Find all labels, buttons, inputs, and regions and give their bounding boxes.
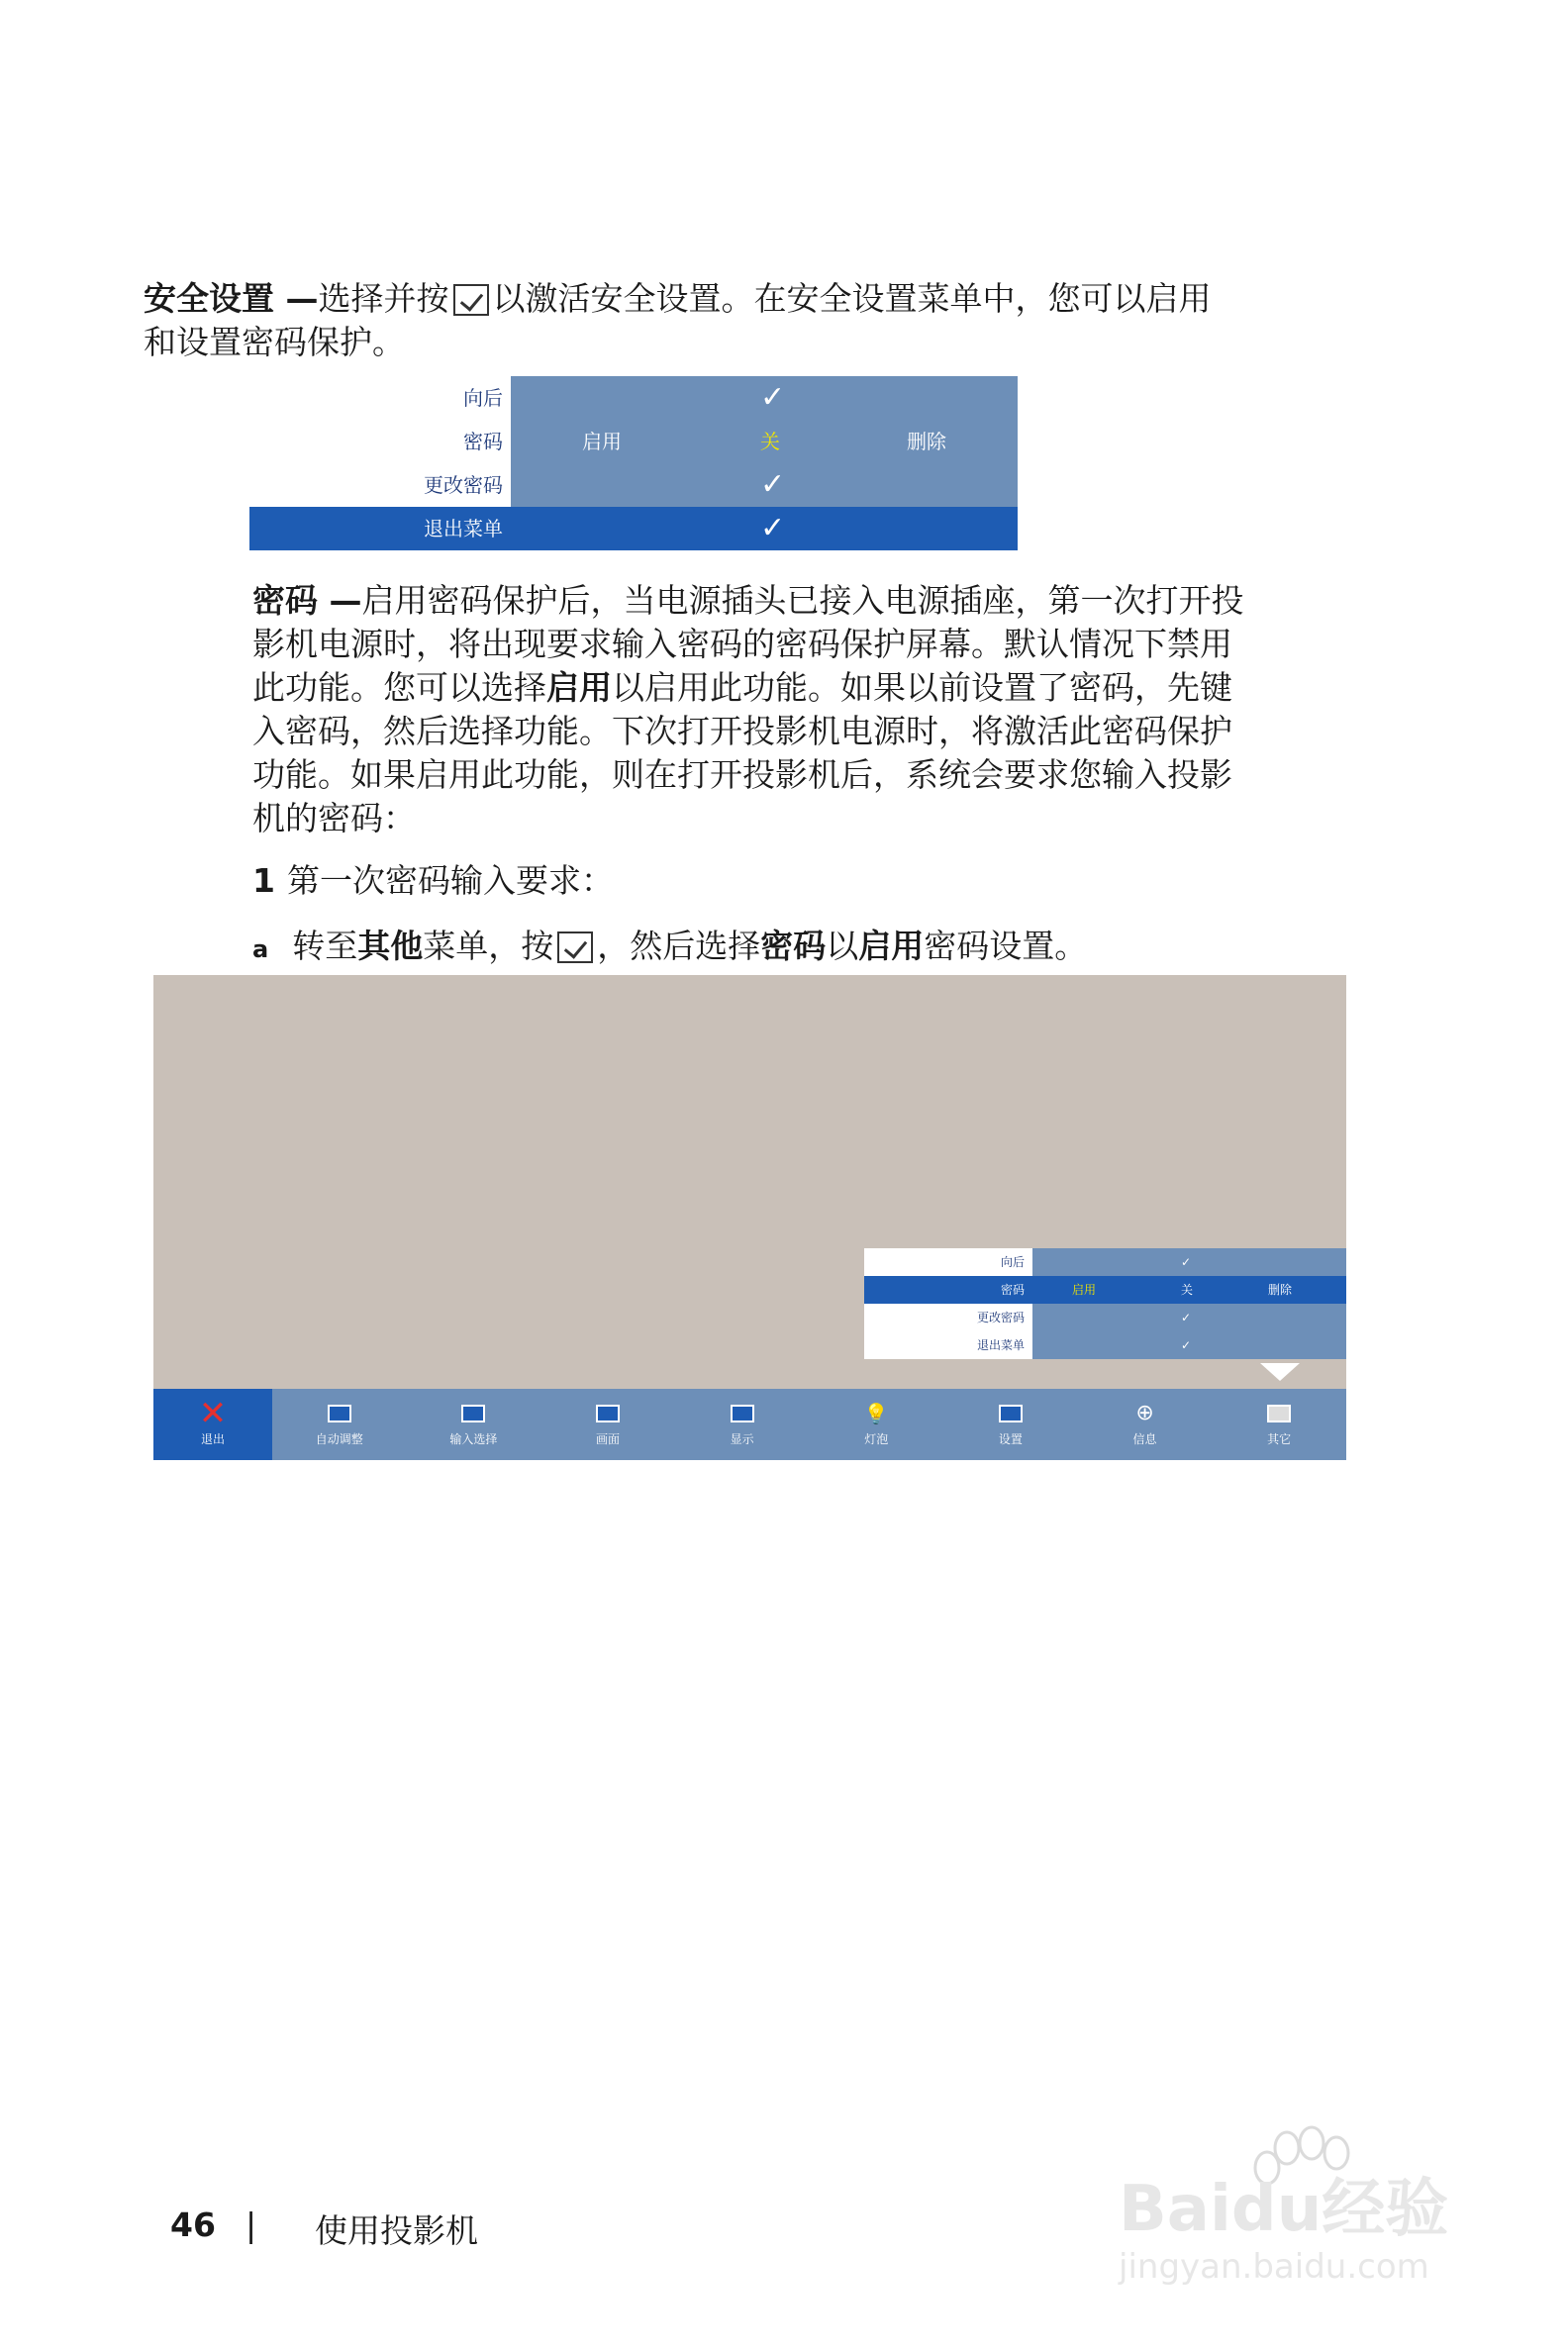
menu-label: 向后 (249, 376, 511, 420)
close-icon: ✕ (198, 1393, 228, 1433)
text: 影机电源时，将出现要求输入密码的密码保护屏幕。默认情况下禁用 (252, 625, 1232, 663)
security-settings-paragraph (144, 277, 1391, 364)
osd-row-exit[interactable] (864, 1331, 1346, 1359)
menu-label: 向后 (864, 1248, 1032, 1276)
check-icon: ✓ (760, 380, 786, 415)
step-number: 1 (252, 861, 275, 900)
text: 此功能。您可以选择 (252, 668, 546, 707)
footer-title: 使用投影机 (315, 2211, 478, 2250)
osd-screenshot (153, 975, 1346, 1460)
step-text: 第一次密码输入要求： (286, 861, 614, 900)
watermark-brand: Baidu经验 (1119, 2173, 1449, 2246)
term-password: 密码 — (252, 581, 362, 620)
text: 功能。如果启用此功能，则在打开投影机后，系统会要求您输入投影 (252, 755, 1232, 794)
menu-label: 退出菜单 (249, 507, 511, 550)
menu-label: 更改密码 (249, 463, 511, 507)
option-enable[interactable]: 启用 (582, 430, 622, 453)
bold-term: 其他 (357, 927, 424, 965)
option-off[interactable]: 关 (1181, 1283, 1194, 1297)
text: 以 (826, 927, 859, 965)
baidu-watermark (1099, 2118, 1475, 2297)
bar-label: 退出 (200, 1431, 225, 1446)
display-icon (731, 1405, 754, 1422)
bar-item-other[interactable] (1212, 1389, 1346, 1460)
bar-item-info[interactable] (1078, 1389, 1213, 1460)
setup-icon (999, 1405, 1023, 1422)
bar-label: 其它 (1267, 1431, 1292, 1446)
bold-term: 启用 (546, 668, 612, 707)
bar-label: 输入选择 (449, 1431, 498, 1446)
step-1 (252, 859, 614, 903)
menu-row-back[interactable] (249, 376, 1018, 420)
bar-item-auto-adjust[interactable] (272, 1389, 407, 1460)
osd-bottom-bar (153, 1389, 1346, 1460)
bar-item-picture[interactable] (540, 1389, 675, 1460)
watermark-url: jingyan.baidu.com (1119, 2247, 1429, 2287)
option-enable[interactable]: 启用 (1072, 1283, 1097, 1297)
bar-label: 灯泡 (864, 1431, 889, 1446)
osd-row-password[interactable] (864, 1276, 1346, 1304)
option-delete[interactable]: 删除 (907, 430, 946, 453)
security-menu (249, 376, 1018, 550)
bold-term: 密码 (760, 927, 827, 965)
text: 入密码，然后选择功能。下次打开投影机电源时，将激活此密码保护 (252, 712, 1232, 750)
check-icon: ✓ (760, 511, 786, 545)
lamp-icon: 💡 (863, 1401, 889, 1425)
menu-row-change-password[interactable] (249, 463, 1018, 507)
footer-separator: | (245, 2205, 257, 2244)
bar-label: 显示 (730, 1431, 754, 1446)
menu-label: 退出菜单 (864, 1331, 1032, 1359)
text: 转至 (292, 927, 358, 965)
text: 选择并按 (318, 279, 449, 318)
bar-item-input-select[interactable] (407, 1389, 541, 1460)
bar-item-display[interactable] (675, 1389, 810, 1460)
check-icon: ✓ (760, 467, 786, 502)
osd-security-menu (864, 1248, 1346, 1359)
text: 启用密码保护后，当电源插头已接入电源插座，第一次打开投 (361, 581, 1244, 620)
text: 以启用此功能。如果以前设置了密码，先键 (612, 668, 1232, 707)
text: 密码设置。 (924, 927, 1088, 965)
menu-label: 更改密码 (864, 1304, 1032, 1331)
check-icon: ✓ (1181, 1338, 1192, 1352)
page-number: 46 (170, 2205, 216, 2244)
osd-row-change-password[interactable] (864, 1304, 1346, 1331)
step-letter: a (252, 935, 269, 963)
menu-row-exit[interactable] (249, 507, 1018, 550)
step-a (252, 925, 1087, 971)
osd-row-back[interactable] (864, 1248, 1346, 1276)
bar-item-lamp[interactable] (810, 1389, 944, 1460)
text: 机的密码： (252, 799, 416, 837)
check-icon: ✓ (1181, 1311, 1192, 1324)
menu-label: 密码 (249, 420, 511, 463)
text: 菜单，按 (423, 927, 554, 965)
text: ，然后选择 (597, 927, 761, 965)
password-paragraph (252, 579, 1371, 840)
term-security-settings: 安全设置 — (144, 279, 319, 318)
bar-item-exit[interactable] (153, 1389, 272, 1460)
info-icon: ⊕ (1135, 1401, 1154, 1425)
option-delete[interactable]: 删除 (1268, 1283, 1293, 1297)
bar-item-setup[interactable] (943, 1389, 1078, 1460)
bar-label: 信息 (1132, 1431, 1157, 1446)
check-icon: ✓ (1181, 1255, 1192, 1269)
auto-adjust-icon (328, 1405, 351, 1422)
picture-icon (596, 1405, 620, 1422)
other-icon (1267, 1405, 1291, 1422)
bar-label: 自动调整 (315, 1431, 363, 1446)
input-select-icon (461, 1405, 485, 1422)
enter-button-icon (557, 931, 593, 963)
text: 和设置密码保护。 (144, 323, 405, 361)
enter-button-icon (453, 284, 489, 316)
menu-pointer-icon (1260, 1363, 1300, 1381)
option-off[interactable]: 关 (760, 430, 780, 453)
menu-row-password[interactable] (249, 420, 1018, 463)
bold-term: 启用 (858, 927, 925, 965)
bar-label: 画面 (596, 1431, 621, 1446)
menu-label: 密码 (864, 1276, 1032, 1304)
bar-label: 设置 (998, 1431, 1023, 1446)
text: 以激活安全设置。在安全设置菜单中，您可以启用 (492, 279, 1212, 318)
